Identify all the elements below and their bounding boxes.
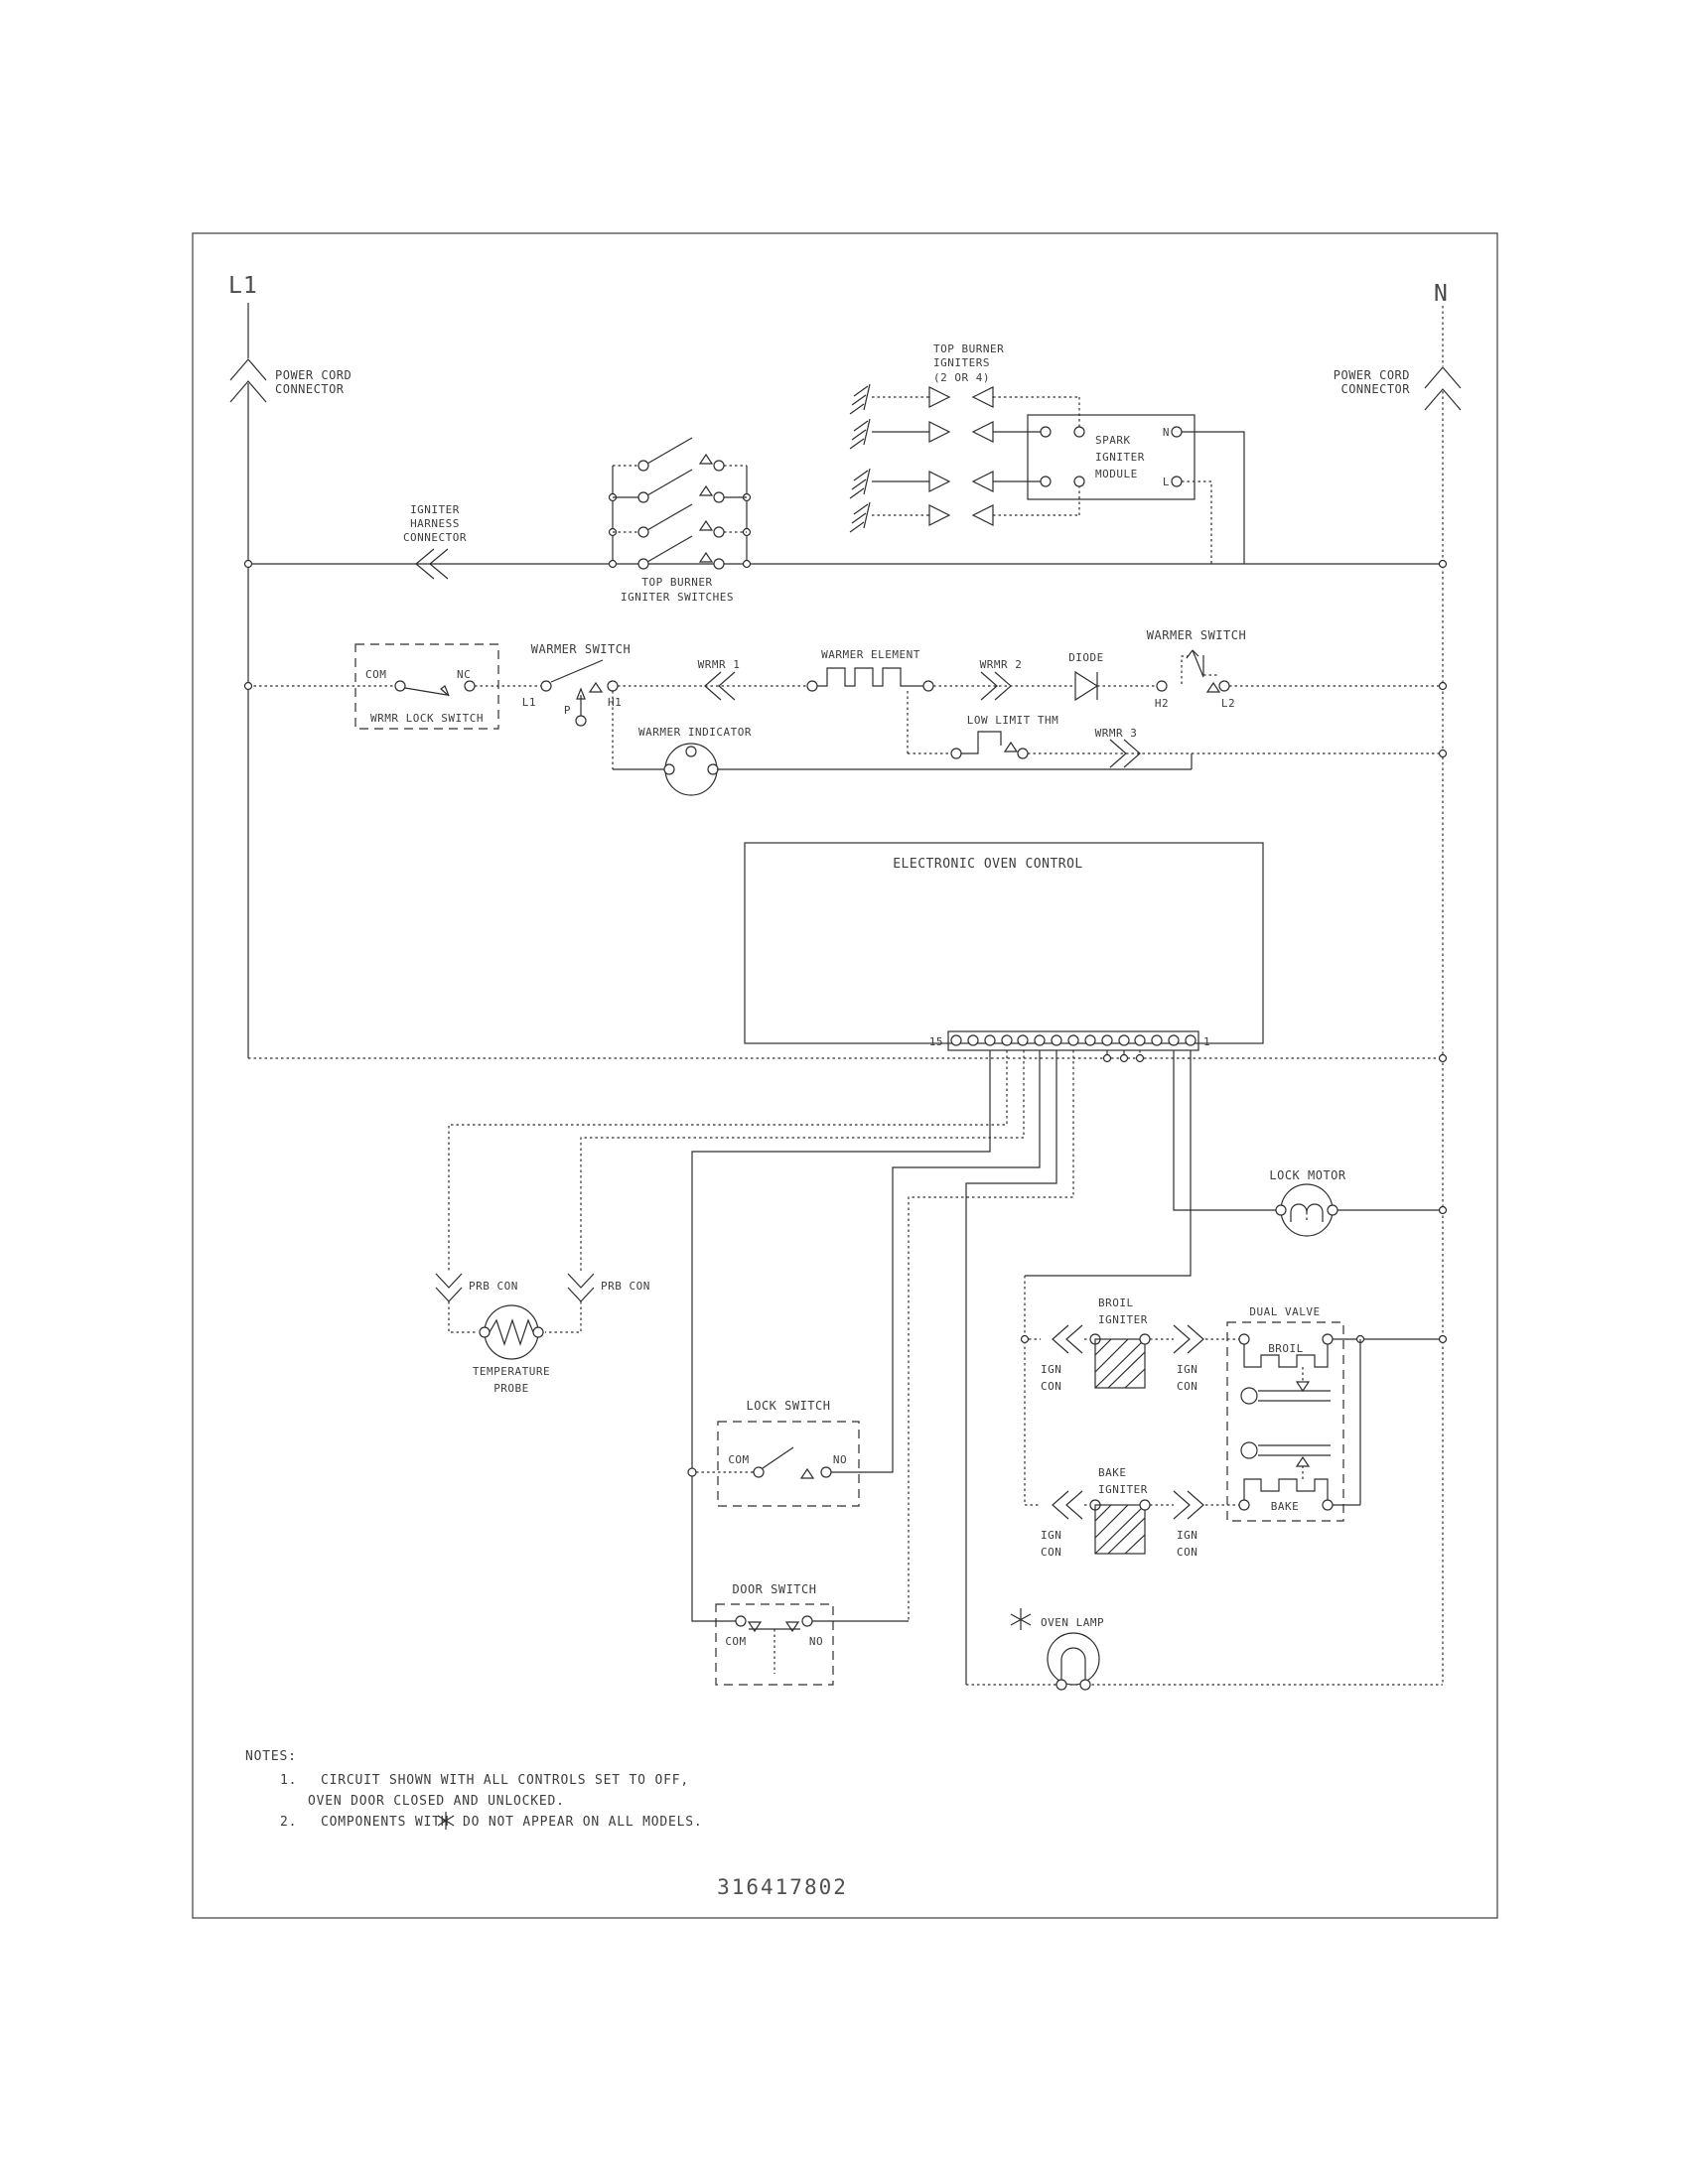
probe-label: TEMPERATURE <box>472 1365 551 1378</box>
note-1-text: OVEN DOOR CLOSED AND UNLOCKED. <box>308 1794 565 1809</box>
warmer-indicator-label: WARMER INDICATOR <box>638 726 752 739</box>
ign-con-label: IGN <box>1177 1363 1198 1376</box>
broil-valve-label: BROIL <box>1268 1342 1304 1355</box>
note-1-number: 1. <box>280 1773 298 1788</box>
wrmr3-label: WRMR 3 <box>1094 727 1138 740</box>
warmer-p: P <box>563 704 571 717</box>
wrmr2-label: WRMR 2 <box>979 658 1023 671</box>
prb-con-label: PRB CON <box>469 1280 518 1293</box>
l1-terminal-label: L1 <box>228 273 258 299</box>
temperature-probe <box>436 1274 650 1395</box>
diode-icon <box>1075 672 1097 700</box>
ign-con-label: CON <box>1041 1380 1062 1393</box>
wrmr-lock-switch-label: WRMR LOCK SWITCH <box>370 712 484 725</box>
broil-igniter-icon <box>1095 1339 1145 1388</box>
warmer-switch-label: WARMER SWITCH <box>1146 628 1247 642</box>
ign-con-connector-icon <box>1053 1325 1082 1353</box>
probe-icon <box>485 1305 538 1359</box>
spark-igniter-module <box>1028 415 1244 564</box>
note-2-number: 2. <box>280 1815 298 1830</box>
power-rail-n <box>1334 281 1461 1685</box>
prb-con-connector-icon <box>436 1274 462 1301</box>
burner-electrode-icon <box>850 384 870 414</box>
power-cord-label: CONNECTOR <box>275 382 345 396</box>
asterisk-icon <box>1011 1608 1031 1630</box>
door-switch-com: COM <box>725 1635 747 1648</box>
door-switch-label: DOOR SWITCH <box>732 1582 817 1596</box>
bake-valve-icon <box>1241 1442 1257 1458</box>
bake-valve-label: BAKE <box>1270 1500 1300 1513</box>
ign-con-label: CON <box>1041 1546 1062 1559</box>
wrmr1-label: WRMR 1 <box>697 658 741 671</box>
lock-motor <box>1269 1168 1446 1236</box>
diode-label: DIODE <box>1068 651 1104 664</box>
notes <box>245 1749 703 1830</box>
module-label: IGNITER <box>1095 451 1145 464</box>
wrmr-lock-com: COM <box>365 668 387 681</box>
ign-con-connector-icon <box>1053 1491 1082 1519</box>
eoc-title: ELECTRONIC OVEN CONTROL <box>893 857 1083 872</box>
warmer-switch-icon <box>1182 650 1217 684</box>
ign-con-connector-icon <box>1174 1325 1203 1353</box>
part-number: 316417802 <box>717 1875 848 1899</box>
pin-15-label: 15 <box>928 1035 943 1048</box>
igniters-label: IGNITERS <box>933 356 990 369</box>
diagram-border <box>193 233 1497 1918</box>
broil-igniter-label: BROIL <box>1098 1297 1134 1309</box>
power-cord-label: CONNECTOR <box>1340 382 1410 396</box>
module-label: MODULE <box>1095 468 1138 480</box>
door-switch-no: NO <box>808 1635 824 1648</box>
heater-element-icon <box>817 668 923 686</box>
prb-con-connector-icon <box>568 1274 594 1301</box>
n-terminal-label: N <box>1434 281 1449 307</box>
lock-switch-label: LOCK SWITCH <box>746 1399 831 1413</box>
note-2-text: COMPONENTS WITH <box>321 1815 450 1830</box>
pin-1-label: 1 <box>1203 1035 1211 1048</box>
dual-valve <box>1227 1305 1343 1521</box>
burner-electrode-icon <box>850 419 870 449</box>
note-2-text: DO NOT APPEAR ON ALL MODELS. <box>463 1815 703 1830</box>
warmer-switch-label: WARMER SWITCH <box>530 642 632 656</box>
lock-switch <box>696 1399 859 1506</box>
broil-valve-icon <box>1241 1388 1257 1404</box>
top-burner-igniter-switches <box>610 438 751 604</box>
harness-label: CONNECTOR <box>402 531 468 544</box>
lock-motor-label: LOCK MOTOR <box>1269 1168 1346 1182</box>
notes-title: NOTES: <box>245 1749 297 1764</box>
wrmr1-connector-icon <box>705 672 735 700</box>
power-cord-label: POWER CORD <box>1333 368 1410 382</box>
module-label: SPARK <box>1095 434 1131 447</box>
igniters-label: TOP BURNER <box>933 342 1005 355</box>
power-cord-label: POWER CORD <box>275 368 352 382</box>
ign-con-label: IGN <box>1041 1529 1062 1542</box>
module-l-terminal: L <box>1162 476 1170 488</box>
warmer-h2: H2 <box>1154 697 1170 710</box>
module-n-terminal: N <box>1162 426 1170 439</box>
bake-igniter-label: IGNITER <box>1098 1483 1148 1496</box>
bake-igniter-icon <box>1095 1505 1145 1554</box>
bake-igniter-row <box>1025 1466 1360 1559</box>
broil-igniter-label: IGNITER <box>1098 1313 1148 1326</box>
dual-valve-label: DUAL VALVE <box>1249 1305 1321 1318</box>
warmer-indicator <box>613 691 1192 795</box>
ign-con-label: CON <box>1177 1546 1198 1559</box>
eoc-harness-wiring <box>248 1050 1447 1685</box>
bake-solenoid-icon <box>1244 1479 1328 1501</box>
warmer-circuit <box>245 628 1447 729</box>
wrmr3-connector-icon <box>1110 740 1140 767</box>
warmer-h1: H1 <box>608 696 623 709</box>
igniters-label: (2 OR 4) <box>933 371 990 384</box>
burner-electrode-icon <box>850 469 870 498</box>
switch-bank-label: TOP BURNER <box>641 576 713 589</box>
broil-igniter-row <box>1029 1297 1447 1505</box>
lamp-icon <box>1048 1633 1099 1685</box>
bake-igniter-label: BAKE <box>1098 1466 1127 1479</box>
switch-bank-label: IGNITER SWITCHES <box>621 591 734 604</box>
thermostat-icon <box>961 732 1001 753</box>
lock-switch-no: NO <box>832 1453 848 1466</box>
electronic-oven-control <box>745 843 1263 1050</box>
ign-con-connector-icon <box>1174 1491 1203 1519</box>
oven-lamp <box>966 1608 1443 1690</box>
warmer-element-label: WARMER ELEMENT <box>821 648 920 661</box>
note-1-text: CIRCUIT SHOWN WITH ALL CONTROLS SET TO OFF, <box>321 1773 689 1788</box>
probe-label: PROBE <box>493 1382 529 1395</box>
low-limit-label: LOW LIMIT THM <box>966 714 1059 727</box>
harness-label: IGNITER <box>410 503 460 516</box>
ign-con-label: CON <box>1177 1380 1198 1393</box>
warmer-l2: L2 <box>1220 697 1236 710</box>
door-switch <box>716 1582 909 1685</box>
low-limit-thermostat <box>908 691 1447 767</box>
wrmr-lock-nc: NC <box>457 668 472 681</box>
lock-switch-com: COM <box>728 1453 750 1466</box>
igniter-harness-line <box>245 503 1447 579</box>
ign-con-label: IGN <box>1041 1363 1062 1376</box>
harness-label: HARNESS <box>410 517 460 530</box>
ign-con-label: IGN <box>1177 1529 1198 1542</box>
power-rail-l1 <box>228 273 352 1058</box>
burner-electrode-icon <box>850 502 870 532</box>
oven-lamp-label: OVEN LAMP <box>1041 1616 1105 1629</box>
warmer-l1: L1 <box>521 696 536 709</box>
prb-con-label: PRB CON <box>601 1280 650 1293</box>
